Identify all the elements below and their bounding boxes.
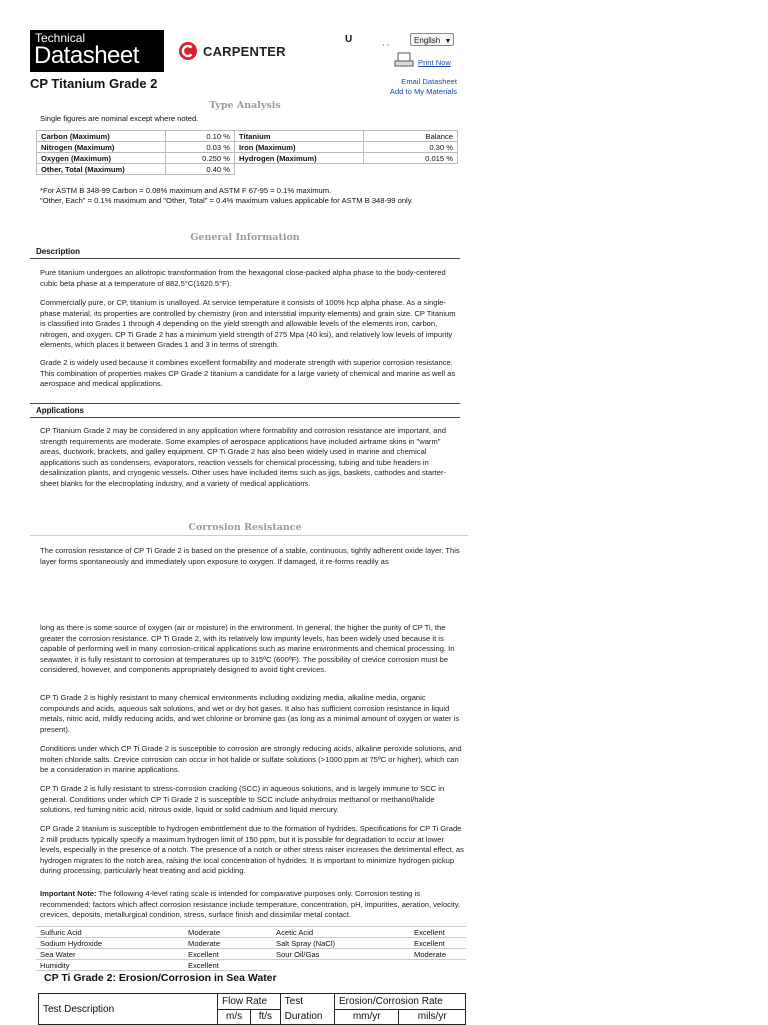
corrosion-paragraph-5: CP Ti Grade 2 is fully resistant to stress-corrosion cracking (SCC) in aqueous solutions, and is largely immune to SCC in general. Conditions under which CP Ti Grade 2 is susceptible to SCC include anhydrous methanol or methanol/halide solutions, red fuming nitric acid, nitrous oxide, liquid or solid cadmium and liquid mercury. xyxy=(40,784,445,815)
table-row xyxy=(36,927,466,938)
unit-ms: m/s xyxy=(218,1009,251,1025)
important-note-label: Important Note: xyxy=(40,889,97,898)
corrosion-paragraph-3: CP Ti Grade 2 is highly resistant to many chemical environments including oxidizing media, alkaline media, organic compounds and acids, aqueous salt solutions, and wet or dry hot gases. It also has sufficient corrosion resistance in liquid metals, nitric acid, mildly reducing acids, and wet chlorine or bromine gas (as long as a minimal amount of oxygen or water is present). xyxy=(40,693,460,734)
brand-name: CARPENTER xyxy=(203,43,286,59)
environment: Acetic Acid xyxy=(272,927,410,938)
corrosion-ratings-table xyxy=(36,926,466,971)
environment: Humidity xyxy=(36,960,184,971)
rating: Excellent xyxy=(184,949,272,960)
page-title: CP Titanium Grade 2 xyxy=(30,76,158,91)
rating: Excellent xyxy=(184,960,272,971)
corrosion-paragraph-4: Conditions under which CP Ti Grade 2 is susceptible to corrosion are strongly reducing acids, alkaline peroxide solutions, and molten chloride salts. Crevice corrosion can occur in hot halide or sulfate solutions (>1000 ppm at 75ºC or higher), which can be a consideration in marine applications. xyxy=(40,744,462,775)
important-note-text: The following 4-level rating scale is intended for comparative purposes only. Corrosion testing is recommended; factors which affect corrosion resistance include temperature, concentration, pH, impurities, aeration, velocity, crevices, deposits, metallurgical condition, stress, surface finish and dissimilar metal contact. xyxy=(40,889,461,920)
type-analysis-table xyxy=(36,130,458,175)
header-flow-rate: Flow Rate xyxy=(218,994,281,1010)
type-analysis-footnote-1: *For ASTM B 348-99 Carbon = 0.08% maximum and ASTM F 67-95 = 0.1% maximum. xyxy=(40,186,332,195)
table-row xyxy=(37,153,458,164)
important-note xyxy=(40,889,466,921)
element-value: 0.03 % xyxy=(166,142,235,153)
environment: Salt Spray (NaCl) xyxy=(272,938,410,949)
print-now-link[interactable]: Print Now xyxy=(418,58,451,67)
element-value: 0.40 % xyxy=(166,164,235,175)
unit-milsyr: mils/yr xyxy=(399,1009,466,1025)
empty-cell xyxy=(364,164,458,175)
header-duration: Duration xyxy=(280,1009,334,1025)
element-value: 0.250 % xyxy=(166,153,235,164)
environment: Sea Water xyxy=(36,949,184,960)
unit-fts: ft/s xyxy=(251,1009,281,1025)
print-icon[interactable] xyxy=(394,52,414,73)
description-paragraph-3: Grade 2 is widely used because it combines excellent formability and moderate strength with superior corrosion resistance. This combination of properties makes CP Grade 2 titanium a candidate for a large variety of chemical and marine as well as aerospace and medical applications. xyxy=(40,358,456,389)
element-value: 0.30 % xyxy=(364,142,458,153)
table-row xyxy=(36,938,466,949)
carpenter-c-icon xyxy=(178,41,198,61)
general-information-heading: General Information xyxy=(190,232,300,243)
empty-cell xyxy=(272,960,410,971)
environment: Sour Oil/Gas xyxy=(272,949,410,960)
header-test-description: Test Description xyxy=(39,994,218,1025)
rating: Moderate xyxy=(184,927,272,938)
applications-heading: Applications xyxy=(30,403,460,418)
description-paragraph-1: Pure titanium undergoes an allotropic transformation from the hexagonal close-packed alpha phase to the body-centered cubic beta phase at a temperature of 882.5°C(1620.5°F). xyxy=(40,268,446,288)
element-name: Iron (Maximum) xyxy=(235,142,364,153)
table-row xyxy=(37,131,458,142)
header-test: Test xyxy=(280,994,334,1010)
section-divider xyxy=(30,535,468,536)
erosion-corrosion-table xyxy=(38,993,466,1025)
language-select[interactable] xyxy=(410,33,454,46)
datasheet-logo xyxy=(30,30,164,72)
description-paragraph-2: Commercially pure, or CP, titanium is unalloyed. At service temperature it consists of 100% hcp alpha phase. As a single-phase material, its properties are controlled by chemistry (iron and interstitial impurity elements) and grain size. CP Titanium is classified into Grades 1 through 4 depending on the yield strength and allowable levels of the elements iron, carbon, nitrogen, and oxygen. CP Ti Grade 2 has a minimum yield strength of 275 Mpa (40 ksi), and relatively low levels of impurity elements, which places it between Grades 1 and 3 in terms of strength. xyxy=(40,298,456,350)
applications-paragraph: CP Titanium Grade 2 may be considered in any application where formability and corrosion resistance are important, and strength requirements are moderate. Some examples of aerospace applications have included airframe skins in "warm" areas, ductwork, brackets, and galley equipment. CP Ti Grade 2 has also been widely used in marine and chemical applications such as condensers, evaporators, reaction vessels for chemical processing, tubing and tube headers in desalinization plants, and cryogenic vessels. Other uses have included items such as jigs, baskets, cathodes and starter-sheet blanks for the electroplating industry, and a variety of medical applications. xyxy=(40,426,447,488)
element-value: 0.10 % xyxy=(166,131,235,142)
corrosion-paragraph-6: CP Grade 2 titanium is susceptible to hydrogen embrittlement due to the formation of hydrides. Specifications for CP Ti Grade 2 mill products typically specify a maximum hydrogen limit of 150 ppm, but it is possible for degradation to occur at lower levels, especially in the presence of a notch. The presence of a notch or other stress raiser increases the detrimental effect, as hydrogen migrates to the notch area, raising the local concentration of hydrides. It is important to minimize hydrogen pickup during processing, particularly heat treating and acid pickling. xyxy=(40,824,464,876)
table-row xyxy=(37,164,458,175)
erosion-table-title: CP Ti Grade 2: Erosion/Corrosion in Sea Water xyxy=(44,972,277,984)
email-datasheet-link[interactable]: Email Datasheet xyxy=(401,77,457,86)
element-name: Hydrogen (Maximum) xyxy=(235,153,364,164)
empty-cell xyxy=(410,960,466,971)
corrosion-paragraph-1: The corrosion resistance of CP Ti Grade 2 is based on the presence of a stable, continuous, tightly adherent oxide layer. This layer forms spontaneously and immediately upon exposure to oxygen. If damaged, it re-forms readily as xyxy=(40,546,460,566)
table-header-row xyxy=(39,994,466,1010)
rating: Excellent xyxy=(410,938,466,949)
element-value: 0.015 % xyxy=(364,153,458,164)
table-row xyxy=(36,960,466,971)
table-row xyxy=(37,142,458,153)
logo-line1: Technical xyxy=(35,31,86,45)
element-name: Oxygen (Maximum) xyxy=(37,153,166,164)
element-name: Other, Total (Maximum) xyxy=(37,164,166,175)
element-name: Titanium xyxy=(235,131,364,142)
element-name: Carbon (Maximum) xyxy=(37,131,166,142)
type-analysis-heading: Type Analysis xyxy=(209,100,281,111)
menu-dots-icon[interactable]: ⋅ ⋅ xyxy=(382,41,390,50)
rating: Excellent xyxy=(410,927,466,938)
header-erosion-rate: Erosion/Corrosion Rate xyxy=(334,994,465,1010)
environment: Sulfuric Acid xyxy=(36,927,184,938)
language-value: English xyxy=(414,36,441,45)
table-row xyxy=(36,949,466,960)
rating: Moderate xyxy=(410,949,466,960)
corrosion-resistance-heading: Corrosion Resistance xyxy=(188,522,302,533)
type-analysis-note: Single figures are nominal except where noted. xyxy=(40,114,199,123)
type-analysis-footnote-2: "Other, Each" = 0.1% maximum and "Other, Total" = 0.4% maximum values applicable for ASTM B 348-99 only. xyxy=(40,196,414,205)
add-to-materials-link[interactable]: Add to My Materials xyxy=(389,87,457,96)
rating: Moderate xyxy=(184,938,272,949)
logo-line2: Datasheet xyxy=(34,42,139,69)
chevron-down-icon: ▼ xyxy=(444,38,452,45)
user-initial[interactable]: U xyxy=(345,34,353,45)
element-value: Balance xyxy=(364,131,458,142)
empty-cell xyxy=(235,164,364,175)
element-name: Nitrogen (Maximum) xyxy=(37,142,166,153)
corrosion-paragraph-2: long as there is some source of oxygen (air or moisture) in the environment. In general, the higher the purity of CP Ti, the greater the corrosion resistance. CP Ti Grade 2, with its relatively low impurity levels, has been widely used because it is capable of performing well in many corrosion-critical applications such as marine environments and chemical processing. In seawater, it is fully resistant to corrosion at temperatures up to 315ºC (600ºF). The possibility of crevice corrosion must be considered, however, and components appropriately designed to avoid tight crevices. xyxy=(40,623,455,675)
unit-mmyr: mm/yr xyxy=(334,1009,399,1025)
description-heading: Description xyxy=(30,245,460,259)
environment: Sodium Hydroxide xyxy=(36,938,184,949)
carpenter-logo xyxy=(178,40,286,62)
